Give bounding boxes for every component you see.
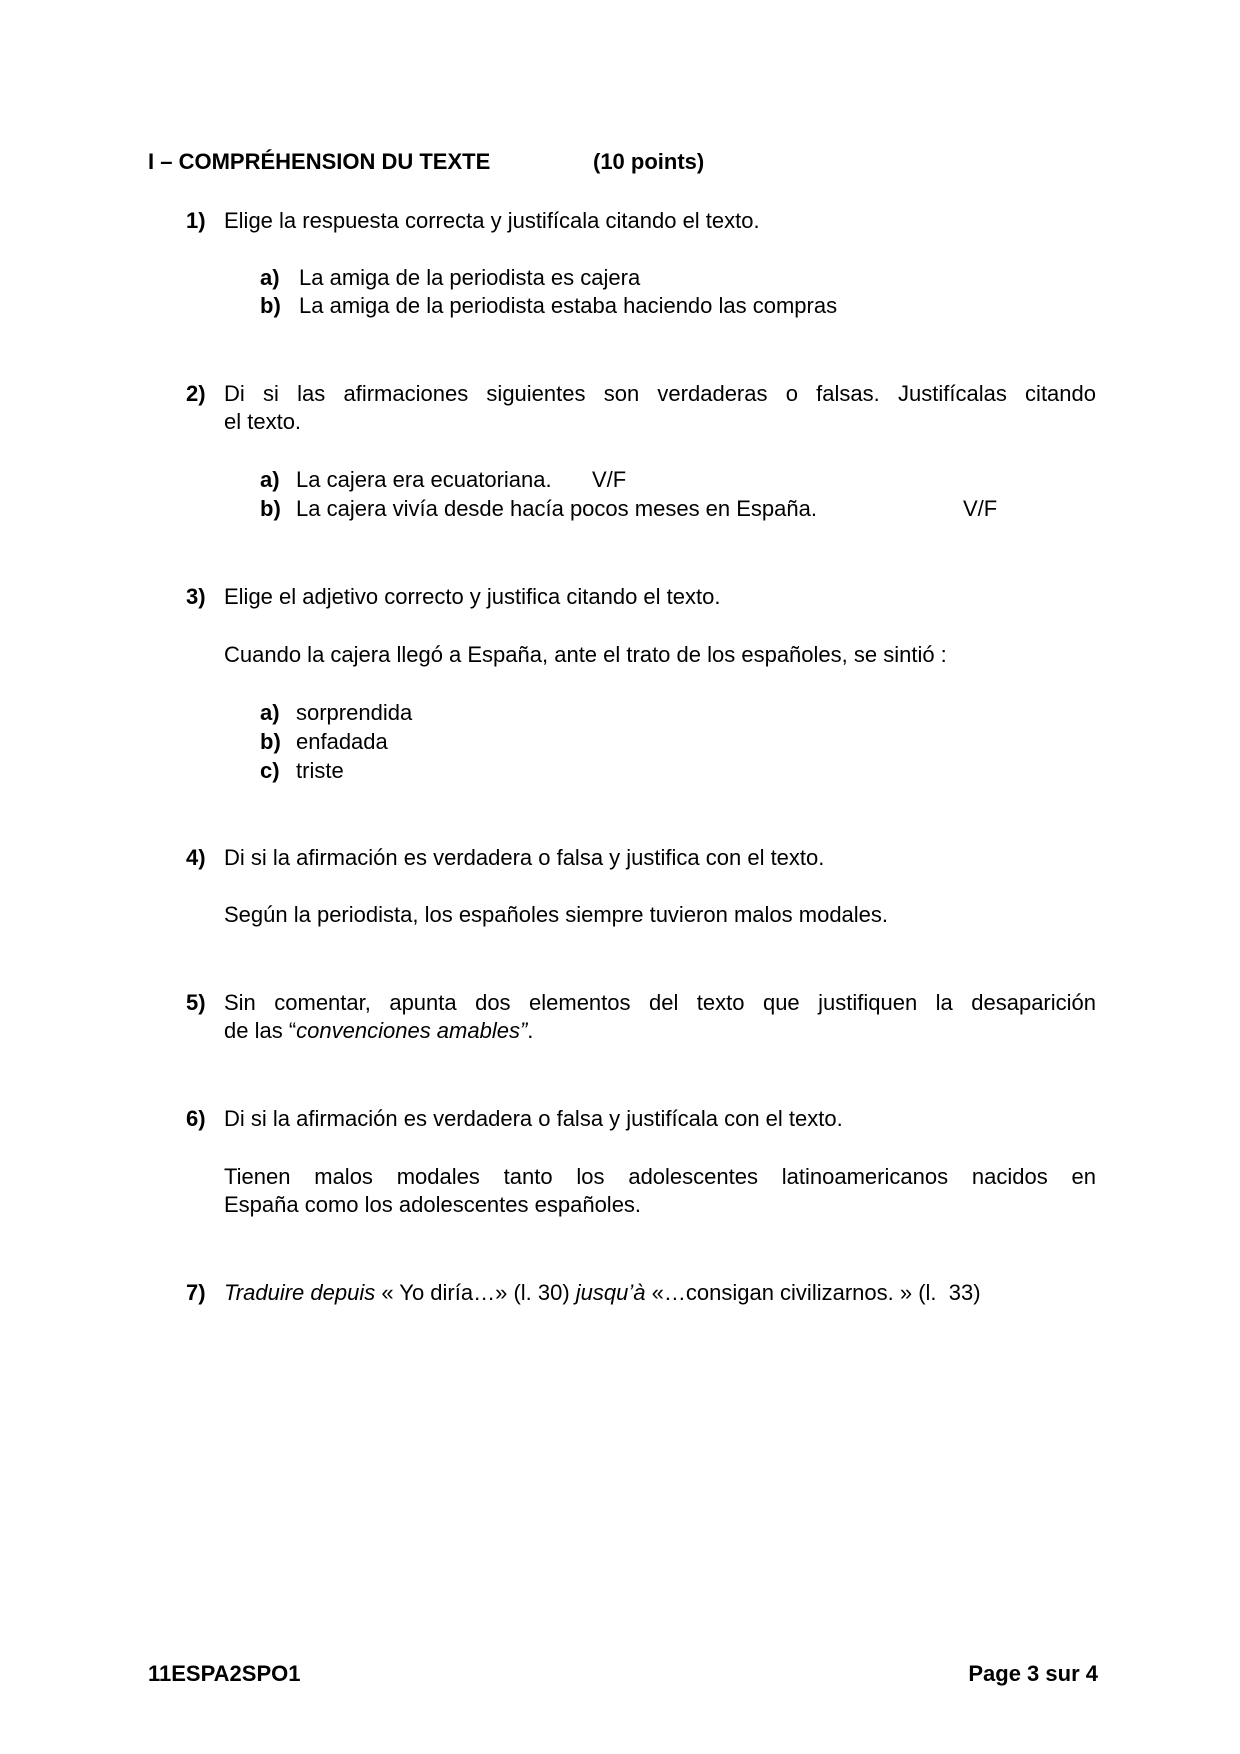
footer-page-number: Page 3 sur 4 <box>968 1661 1098 1686</box>
section-points: (10 points) <box>593 149 705 174</box>
question-7-number: 7) <box>186 1280 206 1305</box>
question-4-prompt: Di si la afirmación es verdadera o falsa y justifica con el texto. <box>224 845 825 870</box>
question-5-prompt-post: . <box>527 1018 534 1043</box>
q2-option-b-vf: V/F <box>963 496 998 521</box>
question-4-statement: Según la periodista, los españoles siempre tuvieron malos modales. <box>224 902 889 927</box>
section-title: I – COMPRÉHENSION DU TEXTE <box>148 149 491 174</box>
q3-option-b-letter: b) <box>260 729 281 754</box>
q2-option-b-text: La cajera vivía desde hacía pocos meses en España. <box>296 496 817 521</box>
q1-option-a-text: La amiga de la periodista es cajera <box>299 265 641 290</box>
q2-option-a-letter: a) <box>260 467 280 492</box>
q3-option-c-text: triste <box>296 758 344 783</box>
q3-option-c-letter: c) <box>260 758 280 783</box>
question-4-number: 4) <box>186 845 206 870</box>
question-7-part3: jusqu’à <box>575 1280 646 1305</box>
question-7-part1: Traduire depuis <box>224 1280 376 1305</box>
q2-option-a-vf: V/F <box>592 467 627 492</box>
question-5-prompt-pre: de las “ <box>224 1018 297 1043</box>
q2-option-b-letter: b) <box>260 496 281 521</box>
q1-option-b-text: La amiga de la periodista estaba haciendo las compras <box>299 293 838 318</box>
question-2-number: 2) <box>186 381 206 406</box>
q3-option-a-letter: a) <box>260 700 280 725</box>
question-6-statement-line2: España como los adolescentes españoles. <box>224 1192 642 1217</box>
question-2-prompt-line2: el texto. <box>224 409 302 434</box>
question-6-number: 6) <box>186 1106 206 1131</box>
question-6-statement-line1: Tienen malos modales tanto los adolescentes latinoamericanos nacidos en <box>224 1164 1096 1189</box>
question-5-prompt-line1: Sin comentar, apunta dos elementos del texto que justifiquen la desaparición <box>224 990 1096 1015</box>
footer-code: 11ESPA2SPO1 <box>148 1661 301 1686</box>
question-3-prompt: Elige el adjetivo correcto y justifica citando el texto. <box>224 584 721 609</box>
question-2-prompt-line1: Di si las afirmaciones siguientes son verdaderas o falsas. Justifícalas citando <box>224 381 1096 406</box>
question-7-part4: «…consigan civilizarnos. » (l. 33) <box>645 1280 981 1305</box>
question-3-number: 3) <box>186 584 206 609</box>
question-1-number: 1) <box>186 208 206 233</box>
question-7-prompt <box>224 1280 981 1306</box>
question-5-prompt-line2 <box>224 1018 533 1044</box>
question-1-prompt: Elige la respuesta correcta y justifícala citando el texto. <box>224 208 760 233</box>
question-6-prompt: Di si la afirmación es verdadera o falsa y justifícala con el texto. <box>224 1106 843 1131</box>
q3-option-b-text: enfadada <box>296 729 388 754</box>
question-3-statement: Cuando la cajera llegó a España, ante el trato de los españoles, se sintió : <box>224 642 947 667</box>
q1-option-a-letter: a) <box>260 265 280 290</box>
question-5-prompt-italic: convenciones amables” <box>296 1018 528 1043</box>
question-5-number: 5) <box>186 990 206 1015</box>
q1-option-b-letter: b) <box>260 293 281 318</box>
q3-option-a-text: sorprendida <box>296 700 413 725</box>
question-7-part2: « Yo diría…» (l. 30) <box>375 1280 576 1305</box>
q2-option-a-text: La cajera era ecuatoriana. <box>296 467 552 492</box>
